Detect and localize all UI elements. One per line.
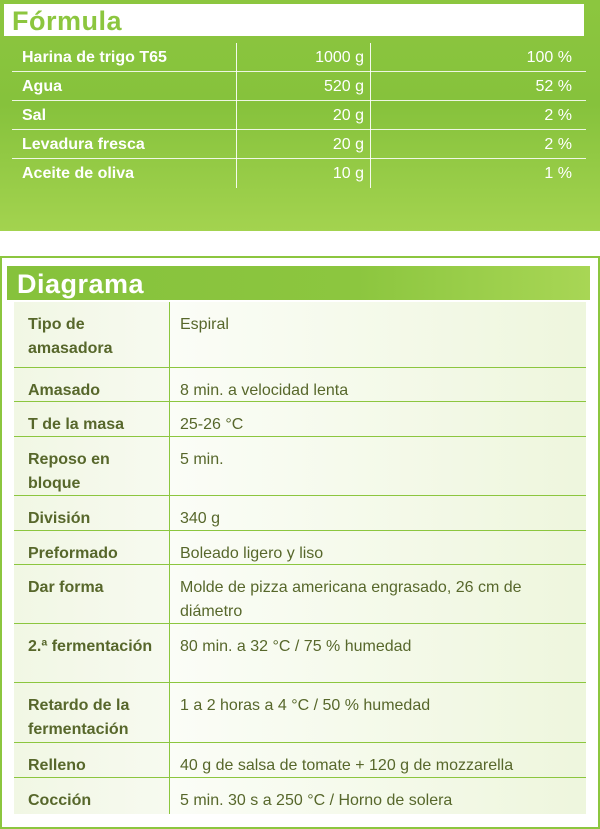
ingredient-quantity: 10 g [332, 165, 364, 182]
step-label: Tipo de amasadora [14, 302, 170, 367]
step-value: Molde de pizza americana engrasado, 26 cm de diámetro [170, 565, 586, 623]
diagram-row [14, 496, 586, 531]
diagram-row [14, 683, 586, 743]
ingredient-percent: 2 % [544, 107, 572, 124]
diagram-row [14, 302, 586, 368]
step-value: 80 min. a 32 °C / 75 % humedad [170, 624, 586, 682]
ingredient-percent: 2 % [544, 136, 572, 153]
ingredient-percent: 100 % [526, 49, 572, 66]
formula-panel [0, 0, 600, 231]
diagram-title: Diagrama [17, 269, 145, 299]
step-label: Relleno [14, 743, 170, 777]
diagram-title-bar [7, 266, 590, 300]
formula-row [12, 43, 586, 72]
step-value: 1 a 2 horas a 4 °C / 50 % humedad [170, 683, 586, 742]
step-value: Boleado ligero y liso [170, 531, 586, 564]
step-value: 340 g [170, 496, 586, 530]
step-label: Amasado [14, 368, 170, 401]
formula-row [12, 130, 586, 159]
step-label: Preformado [14, 531, 170, 564]
formula-row [12, 72, 586, 101]
ingredient-name: Harina de trigo T65 [22, 49, 167, 66]
ingredient-name: Aceite de oliva [22, 165, 135, 182]
ingredient-name: Sal [22, 107, 47, 124]
ingredient-percent: 52 % [535, 78, 572, 95]
formula-title-bar [4, 4, 584, 36]
diagram-table [14, 302, 586, 814]
diagram-row [14, 402, 586, 437]
step-label: 2.ª fermentación [14, 624, 170, 682]
step-value: Espiral [170, 302, 586, 367]
formula-row [12, 101, 586, 130]
step-value: 8 min. a velocidad lenta [170, 368, 586, 401]
ingredient-quantity: 520 g [323, 78, 364, 95]
step-label: Reposo en bloque [14, 437, 170, 495]
diagram-row [14, 368, 586, 402]
diagram-row [14, 624, 586, 683]
step-value: 40 g de salsa de tomate + 120 g de mozzarella [170, 743, 586, 777]
diagram-row [14, 531, 586, 565]
step-label: Cocción [14, 778, 170, 814]
step-value: 5 min. 30 s a 250 °C / Horno de solera [170, 778, 586, 814]
formula-row [12, 159, 586, 188]
step-value: 25-26 °C [170, 402, 586, 436]
step-label: División [14, 496, 170, 530]
step-label: T de la masa [14, 402, 170, 436]
diagram-row [14, 437, 586, 496]
step-label: Retardo de la fermentación [14, 683, 170, 742]
diagram-panel [0, 256, 600, 829]
diagram-row [14, 565, 586, 624]
diagram-row [14, 778, 586, 814]
step-label: Dar forma [14, 565, 170, 623]
ingredient-name: Levadura fresca [22, 136, 145, 153]
ingredient-quantity: 20 g [332, 136, 364, 153]
diagram-row [14, 743, 586, 778]
ingredient-quantity: 20 g [332, 107, 364, 124]
ingredient-quantity: 1000 g [315, 49, 364, 66]
formula-table [12, 43, 586, 188]
formula-title: Fórmula [12, 6, 123, 36]
ingredient-percent: 1 % [544, 165, 572, 182]
step-value: 5 min. [170, 437, 586, 495]
ingredient-name: Agua [22, 78, 62, 95]
